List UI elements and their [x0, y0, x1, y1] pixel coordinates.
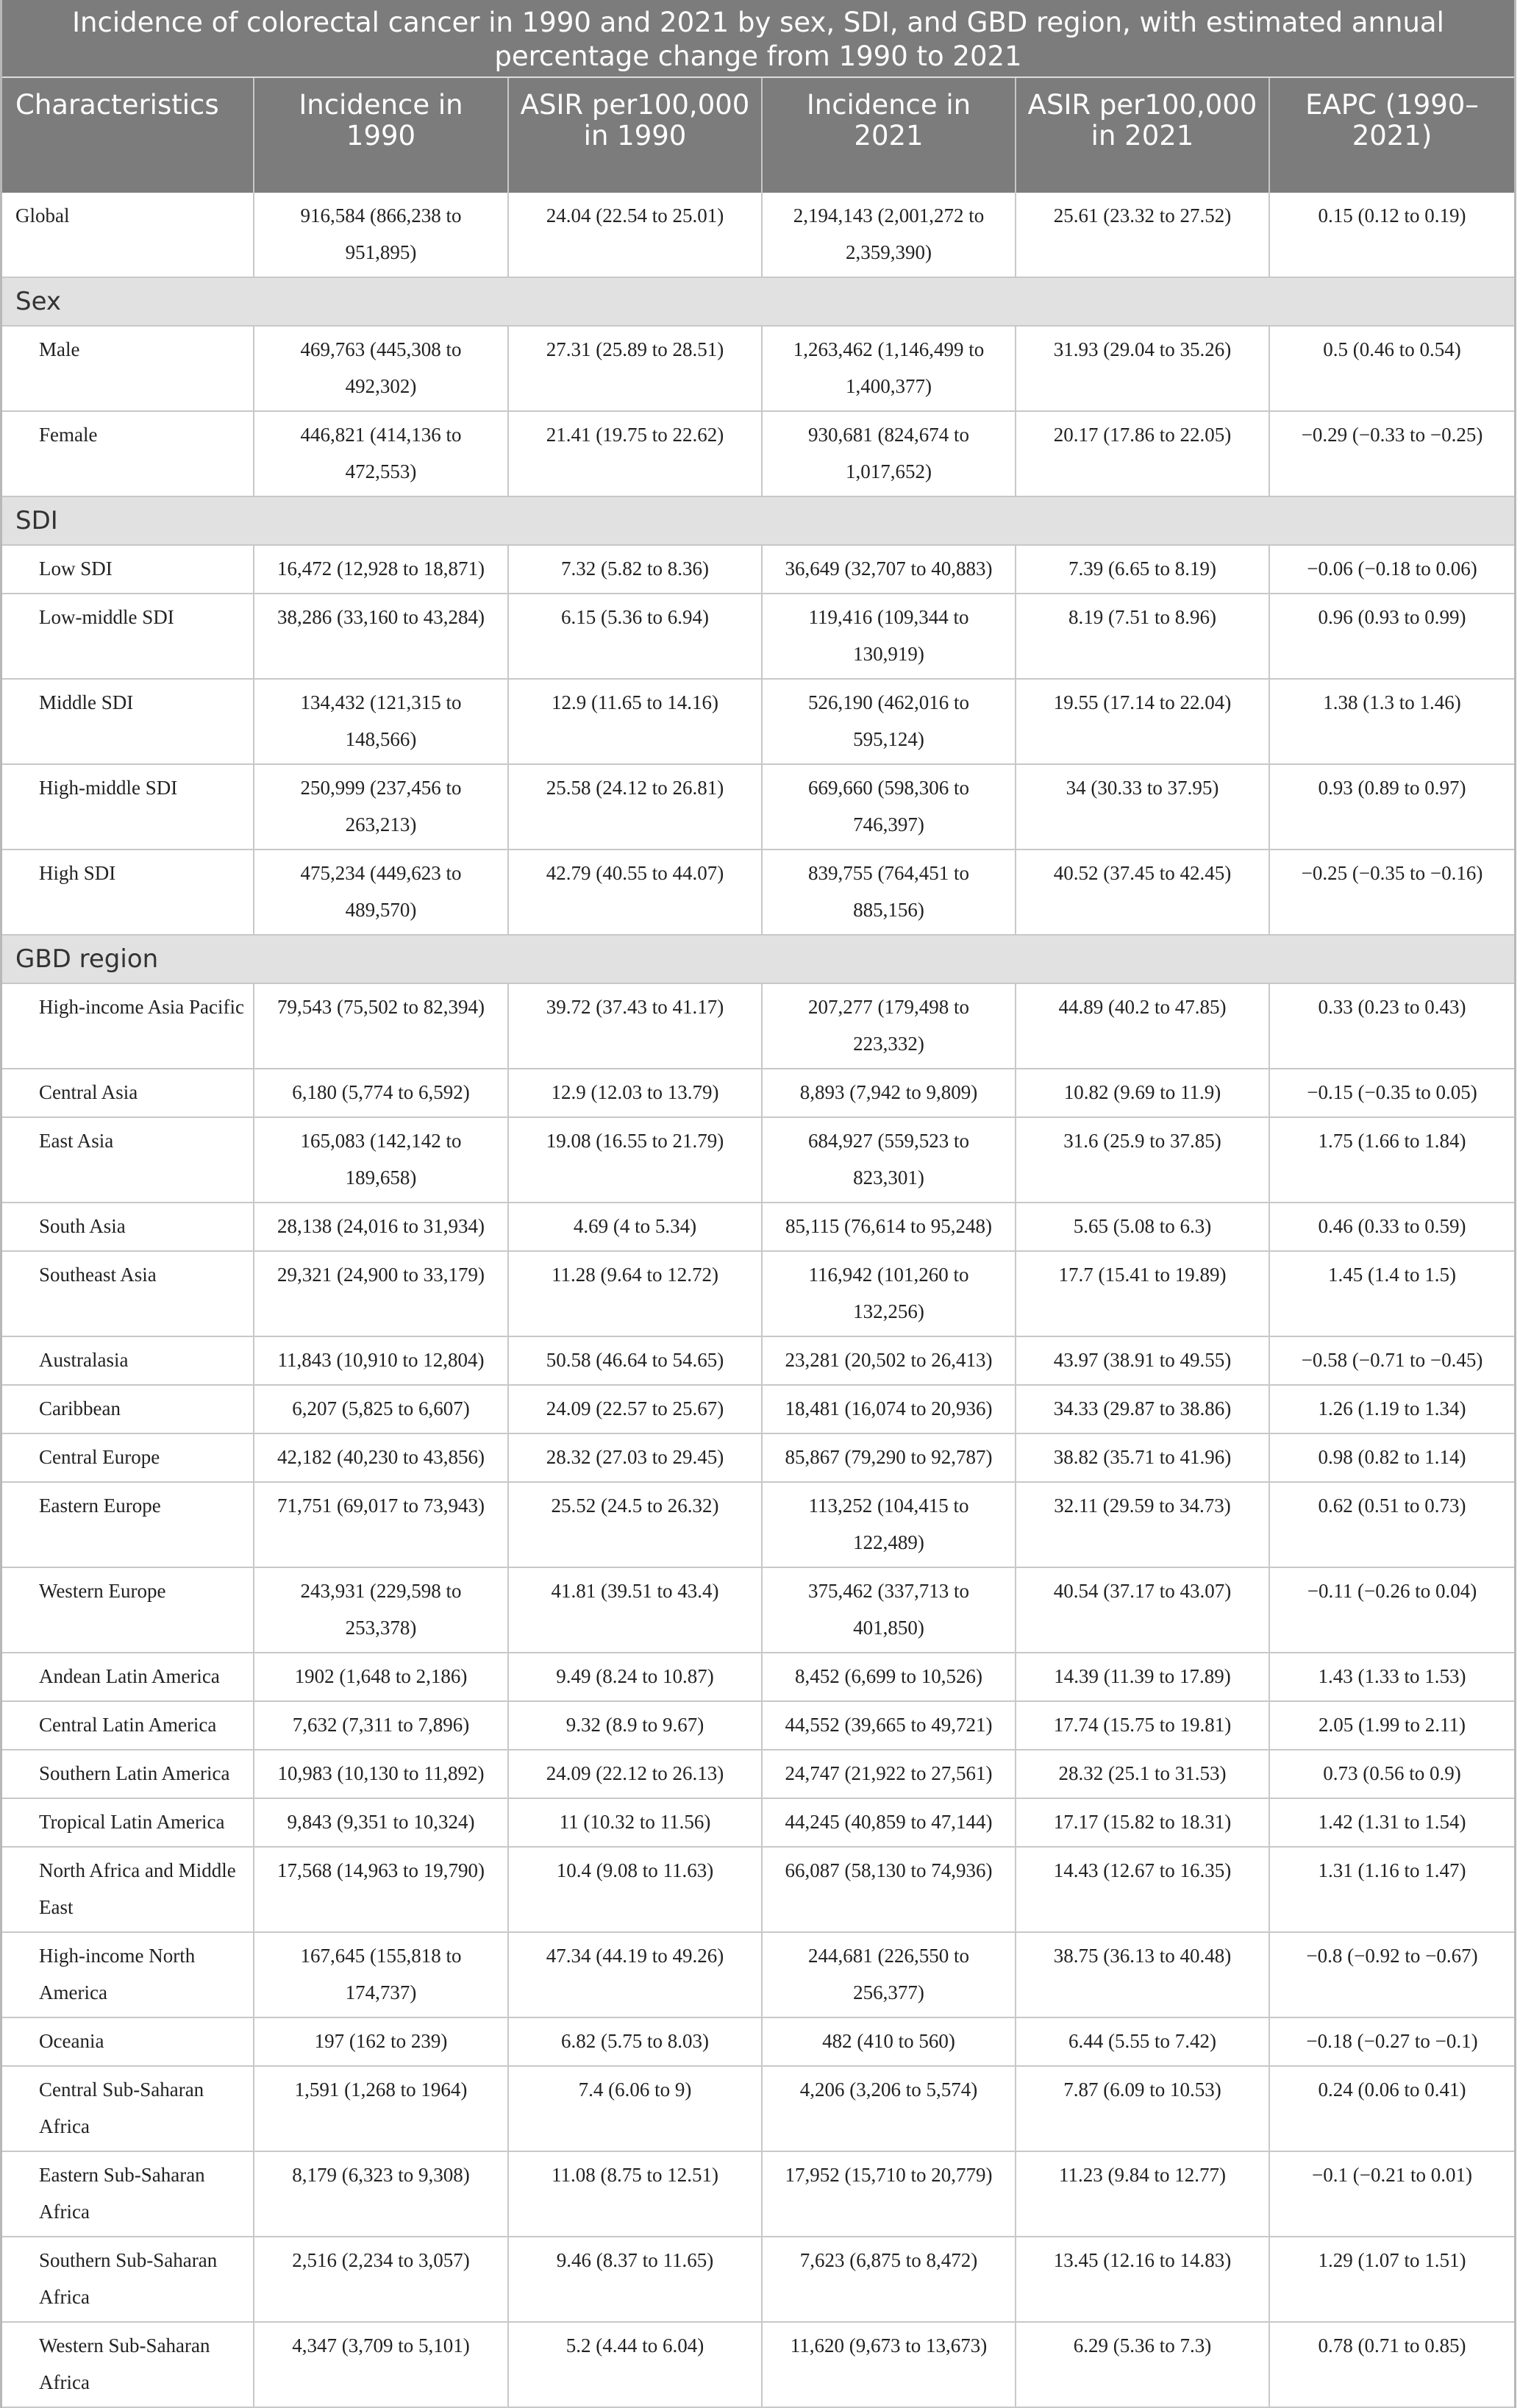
eapc-cell: 1.26 (1.19 to 1.34) — [1269, 1385, 1514, 1433]
incidence-1990-cell: 134,432 (121,315 to 148,566) — [254, 679, 508, 764]
row-label: Male — [2, 326, 254, 411]
incidence-1990-cell: 9,843 (9,351 to 10,324) — [254, 1798, 508, 1847]
incidence-1990-cell: 1902 (1,648 to 2,186) — [254, 1653, 508, 1701]
incidence-2021-cell: 116,942 (101,260 to 132,256) — [762, 1251, 1016, 1336]
section-label: GBD region — [2, 935, 1514, 983]
asir-2021-cell: 10.82 (9.69 to 11.9) — [1016, 1069, 1269, 1117]
incidence-2021-cell: 244,681 (226,550 to 256,377) — [762, 1932, 1016, 2017]
asir-2021-cell: 6.29 (5.36 to 7.3) — [1016, 2322, 1269, 2407]
asir-2021-cell: 34.33 (29.87 to 38.86) — [1016, 1385, 1269, 1433]
incidence-1990-cell: 8,179 (6,323 to 9,308) — [254, 2151, 508, 2237]
asir-1990-cell: 9.32 (8.9 to 9.67) — [508, 1701, 762, 1750]
incidence-2021-cell: 2,194,143 (2,001,272 to 2,359,390) — [762, 193, 1016, 277]
eapc-cell: 1.29 (1.07 to 1.51) — [1269, 2237, 1514, 2322]
asir-2021-cell: 5.65 (5.08 to 6.3) — [1016, 1203, 1269, 1251]
incidence-1990-cell: 250,999 (237,456 to 263,213) — [254, 764, 508, 849]
table-row — [2, 2322, 1514, 2407]
incidence-2021-cell: 930,681 (824,674 to 1,017,652) — [762, 411, 1016, 496]
row-label: Central Latin America — [2, 1701, 254, 1750]
incidence-2021-cell: 44,552 (39,665 to 49,721) — [762, 1701, 1016, 1750]
asir-2021-cell: 31.6 (25.9 to 37.85) — [1016, 1117, 1269, 1203]
row-label: Southern Latin America — [2, 1750, 254, 1798]
table-row — [2, 1117, 1514, 1203]
row-label: Central Sub-Saharan Africa — [2, 2066, 254, 2151]
table-row — [2, 679, 1514, 764]
row-label: High-middle SDI — [2, 764, 254, 849]
asir-2021-cell: 38.82 (35.71 to 41.96) — [1016, 1433, 1269, 1482]
eapc-cell: 1.45 (1.4 to 1.5) — [1269, 1251, 1514, 1336]
asir-1990-cell: 28.32 (27.03 to 29.45) — [508, 1433, 762, 1482]
asir-1990-cell: 42.79 (40.55 to 44.07) — [508, 849, 762, 935]
eapc-cell: −0.29 (−0.33 to −0.25) — [1269, 411, 1514, 496]
asir-1990-cell: 9.49 (8.24 to 10.87) — [508, 1653, 762, 1701]
asir-2021-cell: 43.97 (38.91 to 49.55) — [1016, 1336, 1269, 1385]
asir-1990-cell: 41.81 (39.51 to 43.4) — [508, 1567, 762, 1653]
table-row — [2, 1385, 1514, 1433]
eapc-cell: −0.18 (−0.27 to −0.1) — [1269, 2017, 1514, 2066]
row-label: South Asia — [2, 1203, 254, 1251]
incidence-1990-cell: 165,083 (142,142 to 189,658) — [254, 1117, 508, 1203]
eapc-cell: 0.73 (0.56 to 0.9) — [1269, 1750, 1514, 1798]
row-label: Australasia — [2, 1336, 254, 1385]
table-row — [2, 326, 1514, 411]
incidence-2021-cell: 8,893 (7,942 to 9,809) — [762, 1069, 1016, 1117]
asir-1990-cell: 19.08 (16.55 to 21.79) — [508, 1117, 762, 1203]
asir-2021-cell: 19.55 (17.14 to 22.04) — [1016, 679, 1269, 764]
incidence-1990-cell: 28,138 (24,016 to 31,934) — [254, 1203, 508, 1251]
asir-1990-cell: 4.69 (4 to 5.34) — [508, 1203, 762, 1251]
asir-1990-cell: 21.41 (19.75 to 22.62) — [508, 411, 762, 496]
eapc-cell: 0.62 (0.51 to 0.73) — [1269, 1482, 1514, 1567]
table-row — [2, 849, 1514, 935]
row-label: North Africa and Middle East — [2, 1847, 254, 1932]
column-header-incidence-2021: Incidence in 2021 — [762, 78, 1016, 193]
asir-2021-cell: 31.93 (29.04 to 35.26) — [1016, 326, 1269, 411]
incidence-1990-cell: 243,931 (229,598 to 253,378) — [254, 1567, 508, 1653]
incidence-1990-cell: 475,234 (449,623 to 489,570) — [254, 849, 508, 935]
eapc-cell: 0.96 (0.93 to 0.99) — [1269, 594, 1514, 679]
section-header-row — [2, 496, 1514, 545]
incidence-2021-cell: 839,755 (764,451 to 885,156) — [762, 849, 1016, 935]
asir-1990-cell: 7.32 (5.82 to 8.36) — [508, 545, 762, 594]
table-row — [2, 193, 1514, 277]
asir-1990-cell: 39.72 (37.43 to 41.17) — [508, 983, 762, 1069]
asir-1990-cell: 24.09 (22.12 to 26.13) — [508, 1750, 762, 1798]
incidence-2021-cell: 8,452 (6,699 to 10,526) — [762, 1653, 1016, 1701]
eapc-cell: 1.75 (1.66 to 1.84) — [1269, 1117, 1514, 1203]
row-label: Middle SDI — [2, 679, 254, 764]
incidence-2021-cell: 24,747 (21,922 to 27,561) — [762, 1750, 1016, 1798]
asir-2021-cell: 6.44 (5.55 to 7.42) — [1016, 2017, 1269, 2066]
incidence-1990-cell: 29,321 (24,900 to 33,179) — [254, 1251, 508, 1336]
table-row — [2, 1203, 1514, 1251]
asir-2021-cell: 17.7 (15.41 to 19.89) — [1016, 1251, 1269, 1336]
table-row — [2, 545, 1514, 594]
asir-1990-cell: 24.04 (22.54 to 25.01) — [508, 193, 762, 277]
table-row — [2, 1750, 1514, 1798]
row-label: Central Europe — [2, 1433, 254, 1482]
asir-1990-cell: 27.31 (25.89 to 28.51) — [508, 326, 762, 411]
eapc-cell: 0.33 (0.23 to 0.43) — [1269, 983, 1514, 1069]
row-label: Tropical Latin America — [2, 1798, 254, 1847]
section-header-row — [2, 277, 1514, 326]
table-row — [2, 411, 1514, 496]
eapc-cell: 1.43 (1.33 to 1.53) — [1269, 1653, 1514, 1701]
asir-2021-cell: 14.39 (11.39 to 17.89) — [1016, 1653, 1269, 1701]
incidence-1990-cell: 2,516 (2,234 to 3,057) — [254, 2237, 508, 2322]
incidence-2021-cell: 207,277 (179,498 to 223,332) — [762, 983, 1016, 1069]
table-row — [2, 1567, 1514, 1653]
asir-2021-cell: 25.61 (23.32 to 27.52) — [1016, 193, 1269, 277]
row-label: Central Asia — [2, 1069, 254, 1117]
eapc-cell: 1.42 (1.31 to 1.54) — [1269, 1798, 1514, 1847]
asir-2021-cell: 32.11 (29.59 to 34.73) — [1016, 1482, 1269, 1567]
incidence-2021-cell: 85,867 (79,290 to 92,787) — [762, 1433, 1016, 1482]
eapc-cell: 0.98 (0.82 to 1.14) — [1269, 1433, 1514, 1482]
eapc-cell: 0.93 (0.89 to 0.97) — [1269, 764, 1514, 849]
asir-2021-cell: 7.87 (6.09 to 10.53) — [1016, 2066, 1269, 2151]
asir-2021-cell: 38.75 (36.13 to 40.48) — [1016, 1932, 1269, 2017]
column-header-asir-1990: ASIR per100,000 in 1990 — [508, 78, 762, 193]
eapc-cell: 0.78 (0.71 to 0.85) — [1269, 2322, 1514, 2407]
column-header-asir-2021: ASIR per100,000 in 2021 — [1016, 78, 1269, 193]
asir-1990-cell: 47.34 (44.19 to 49.26) — [508, 1932, 762, 2017]
row-label: Western Europe — [2, 1567, 254, 1653]
table-row — [2, 2017, 1514, 2066]
asir-1990-cell: 25.52 (24.5 to 26.32) — [508, 1482, 762, 1567]
eapc-cell: 0.15 (0.12 to 0.19) — [1269, 193, 1514, 277]
incidence-2021-cell: 1,263,462 (1,146,499 to 1,400,377) — [762, 326, 1016, 411]
row-label: Global — [2, 193, 254, 277]
eapc-cell: −0.1 (−0.21 to 0.01) — [1269, 2151, 1514, 2237]
incidence-2021-cell: 119,416 (109,344 to 130,919) — [762, 594, 1016, 679]
incidence-2021-cell: 684,927 (559,523 to 823,301) — [762, 1117, 1016, 1203]
asir-1990-cell: 10.4 (9.08 to 11.63) — [508, 1847, 762, 1932]
row-label: East Asia — [2, 1117, 254, 1203]
table-row — [2, 764, 1514, 849]
column-header-incidence-1990: Incidence in 1990 — [254, 78, 508, 193]
table-row — [2, 2066, 1514, 2151]
incidence-1990-cell: 6,207 (5,825 to 6,607) — [254, 1385, 508, 1433]
section-label: Sex — [2, 277, 1514, 326]
incidence-1990-cell: 42,182 (40,230 to 43,856) — [254, 1433, 508, 1482]
asir-2021-cell: 40.52 (37.45 to 42.45) — [1016, 849, 1269, 935]
incidence-1990-cell: 38,286 (33,160 to 43,284) — [254, 594, 508, 679]
incidence-2021-cell: 44,245 (40,859 to 47,144) — [762, 1798, 1016, 1847]
incidence-1990-cell: 916,584 (866,238 to 951,895) — [254, 193, 508, 277]
eapc-cell: −0.25 (−0.35 to −0.16) — [1269, 849, 1514, 935]
row-label: Female — [2, 411, 254, 496]
row-label: Southern Sub-Saharan Africa — [2, 2237, 254, 2322]
table-row — [2, 1482, 1514, 1567]
eapc-cell: 0.5 (0.46 to 0.54) — [1269, 326, 1514, 411]
table-row — [2, 1653, 1514, 1701]
incidence-1990-cell: 11,843 (10,910 to 12,804) — [254, 1336, 508, 1385]
incidence-2021-cell: 669,660 (598,306 to 746,397) — [762, 764, 1016, 849]
asir-1990-cell: 7.4 (6.06 to 9) — [508, 2066, 762, 2151]
eapc-cell: 0.24 (0.06 to 0.41) — [1269, 2066, 1514, 2151]
incidence-1990-cell: 71,751 (69,017 to 73,943) — [254, 1482, 508, 1567]
incidence-1990-cell: 17,568 (14,963 to 19,790) — [254, 1847, 508, 1932]
asir-1990-cell: 12.9 (11.65 to 14.16) — [508, 679, 762, 764]
section-label: SDI — [2, 496, 1514, 545]
asir-2021-cell: 11.23 (9.84 to 12.77) — [1016, 2151, 1269, 2237]
table-row — [2, 1433, 1514, 1482]
asir-1990-cell: 5.2 (4.44 to 6.04) — [508, 2322, 762, 2407]
eapc-cell: 2.05 (1.99 to 2.11) — [1269, 1701, 1514, 1750]
incidence-2021-cell: 375,462 (337,713 to 401,850) — [762, 1567, 1016, 1653]
incidence-1990-cell: 197 (162 to 239) — [254, 2017, 508, 2066]
asir-2021-cell: 13.45 (12.16 to 14.83) — [1016, 2237, 1269, 2322]
table-row — [2, 1847, 1514, 1932]
asir-1990-cell: 11 (10.32 to 11.56) — [508, 1798, 762, 1847]
asir-1990-cell: 11.08 (8.75 to 12.51) — [508, 2151, 762, 2237]
table-row — [2, 594, 1514, 679]
table-row — [2, 1069, 1514, 1117]
incidence-1990-cell: 79,543 (75,502 to 82,394) — [254, 983, 508, 1069]
asir-2021-cell: 44.89 (40.2 to 47.85) — [1016, 983, 1269, 1069]
incidence-2021-cell: 17,952 (15,710 to 20,779) — [762, 2151, 1016, 2237]
asir-2021-cell: 17.17 (15.82 to 18.31) — [1016, 1798, 1269, 1847]
column-header-characteristics: Characteristics — [2, 78, 254, 193]
incidence-2021-cell: 11,620 (9,673 to 13,673) — [762, 2322, 1016, 2407]
column-header-eapc: EAPC (1990–2021) — [1269, 78, 1514, 193]
incidence-2021-cell: 4,206 (3,206 to 5,574) — [762, 2066, 1016, 2151]
asir-1990-cell: 50.58 (46.64 to 54.65) — [508, 1336, 762, 1385]
table-row — [2, 1336, 1514, 1385]
incidence-2021-cell: 18,481 (16,074 to 20,936) — [762, 1385, 1016, 1433]
row-label: Eastern Sub-Saharan Africa — [2, 2151, 254, 2237]
eapc-cell: 1.38 (1.3 to 1.46) — [1269, 679, 1514, 764]
eapc-cell: −0.15 (−0.35 to 0.05) — [1269, 1069, 1514, 1117]
asir-1990-cell: 6.15 (5.36 to 6.94) — [508, 594, 762, 679]
asir-1990-cell: 12.9 (12.03 to 13.79) — [508, 1069, 762, 1117]
incidence-1990-cell: 4,347 (3,709 to 5,101) — [254, 2322, 508, 2407]
incidence-2021-cell: 113,252 (104,415 to 122,489) — [762, 1482, 1016, 1567]
asir-2021-cell: 28.32 (25.1 to 31.53) — [1016, 1750, 1269, 1798]
row-label: Eastern Europe — [2, 1482, 254, 1567]
row-label: Andean Latin America — [2, 1653, 254, 1701]
table-row — [2, 983, 1514, 1069]
row-label: Southeast Asia — [2, 1251, 254, 1336]
header-row — [2, 78, 1514, 193]
row-label: High SDI — [2, 849, 254, 935]
asir-1990-cell: 24.09 (22.57 to 25.67) — [508, 1385, 762, 1433]
table-row — [2, 2237, 1514, 2322]
asir-1990-cell: 25.58 (24.12 to 26.81) — [508, 764, 762, 849]
asir-1990-cell: 11.28 (9.64 to 12.72) — [508, 1251, 762, 1336]
asir-2021-cell: 7.39 (6.65 to 8.19) — [1016, 545, 1269, 594]
section-header-row — [2, 935, 1514, 983]
incidence-1990-cell: 469,763 (445,308 to 492,302) — [254, 326, 508, 411]
row-label: Low-middle SDI — [2, 594, 254, 679]
incidence-1990-cell: 6,180 (5,774 to 6,592) — [254, 1069, 508, 1117]
table-row — [2, 1251, 1514, 1336]
table-row — [2, 1701, 1514, 1750]
incidence-2021-cell: 7,623 (6,875 to 8,472) — [762, 2237, 1016, 2322]
row-label: High-income Asia Pacific — [2, 983, 254, 1069]
incidence-1990-cell: 16,472 (12,928 to 18,871) — [254, 545, 508, 594]
table-caption: Incidence of colorectal cancer in 1990 and 2021 by sex, SDI, and GBD region, with estimated annual percentage change from 1990 to 2021 — [2, 0, 1514, 78]
incidence-table — [2, 78, 1514, 2408]
asir-1990-cell: 9.46 (8.37 to 11.65) — [508, 2237, 762, 2322]
asir-2021-cell: 14.43 (12.67 to 16.35) — [1016, 1847, 1269, 1932]
table-row — [2, 2151, 1514, 2237]
asir-2021-cell: 8.19 (7.51 to 8.96) — [1016, 594, 1269, 679]
eapc-cell: 1.31 (1.16 to 1.47) — [1269, 1847, 1514, 1932]
table-row — [2, 1798, 1514, 1847]
row-label: High-income North America — [2, 1932, 254, 2017]
eapc-cell: 0.46 (0.33 to 0.59) — [1269, 1203, 1514, 1251]
eapc-cell: −0.06 (−0.18 to 0.06) — [1269, 545, 1514, 594]
table-body — [2, 193, 1514, 2407]
table-row — [2, 1932, 1514, 2017]
asir-2021-cell: 17.74 (15.75 to 19.81) — [1016, 1701, 1269, 1750]
incidence-2021-cell: 526,190 (462,016 to 595,124) — [762, 679, 1016, 764]
eapc-cell: −0.11 (−0.26 to 0.04) — [1269, 1567, 1514, 1653]
asir-2021-cell: 34 (30.33 to 37.95) — [1016, 764, 1269, 849]
asir-2021-cell: 20.17 (17.86 to 22.05) — [1016, 411, 1269, 496]
asir-1990-cell: 6.82 (5.75 to 8.03) — [508, 2017, 762, 2066]
incidence-2021-cell: 85,115 (76,614 to 95,248) — [762, 1203, 1016, 1251]
row-label: Low SDI — [2, 545, 254, 594]
incidence-2021-cell: 66,087 (58,130 to 74,936) — [762, 1847, 1016, 1932]
row-label: Oceania — [2, 2017, 254, 2066]
eapc-cell: −0.8 (−0.92 to −0.67) — [1269, 1932, 1514, 2017]
incidence-1990-cell: 10,983 (10,130 to 11,892) — [254, 1750, 508, 1798]
asir-2021-cell: 40.54 (37.17 to 43.07) — [1016, 1567, 1269, 1653]
incidence-2021-cell: 36,649 (32,707 to 40,883) — [762, 545, 1016, 594]
eapc-cell: −0.58 (−0.71 to −0.45) — [1269, 1336, 1514, 1385]
incidence-1990-cell: 7,632 (7,311 to 7,896) — [254, 1701, 508, 1750]
incidence-1990-cell: 167,645 (155,818 to 174,737) — [254, 1932, 508, 2017]
row-label: Caribbean — [2, 1385, 254, 1433]
row-label: Western Sub-Saharan Africa — [2, 2322, 254, 2407]
incidence-1990-cell: 446,821 (414,136 to 472,553) — [254, 411, 508, 496]
incidence-2021-cell: 482 (410 to 560) — [762, 2017, 1016, 2066]
incidence-1990-cell: 1,591 (1,268 to 1964) — [254, 2066, 508, 2151]
incidence-2021-cell: 23,281 (20,502 to 26,413) — [762, 1336, 1016, 1385]
